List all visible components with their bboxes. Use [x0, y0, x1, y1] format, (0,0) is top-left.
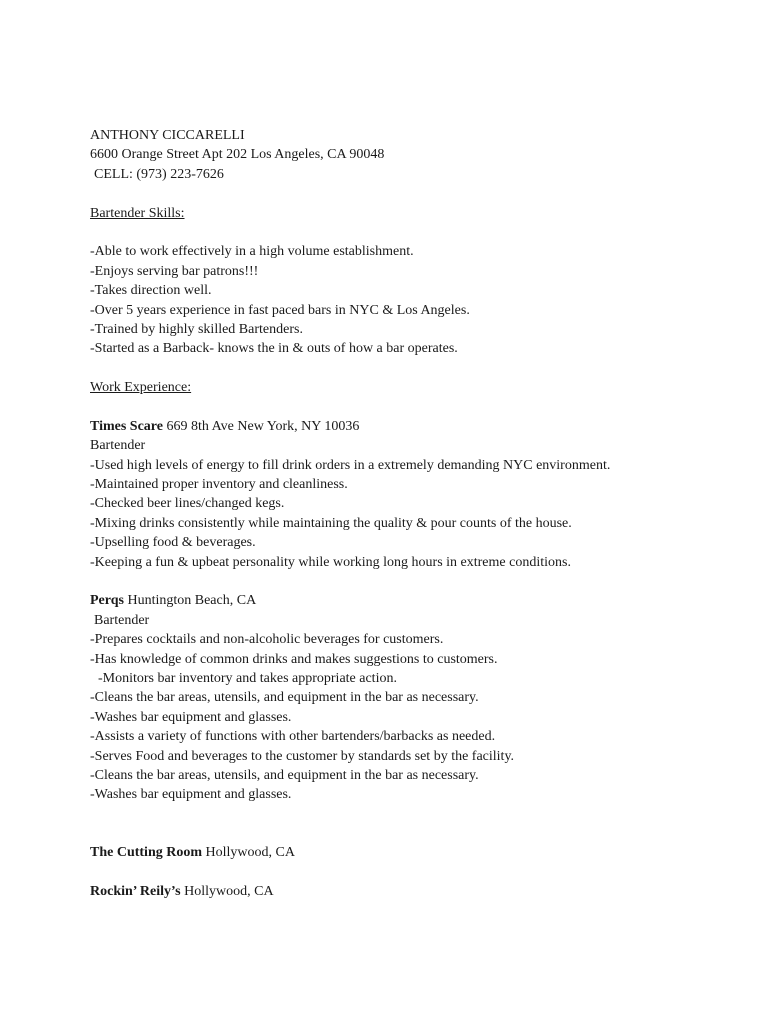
job-role: Bartender [94, 612, 150, 628]
job-employer: Times Scare [90, 418, 163, 434]
job-duty: -Cleans the bar areas, utensils, and equipment in the bar as necessary. [90, 767, 479, 783]
job-entry-rockin-reilys [90, 882, 730, 901]
job-header [90, 417, 730, 436]
job-duty: -Used high levels of energy to fill drink orders in a extremely demanding NYC environment. [90, 457, 611, 473]
job-header [90, 591, 730, 610]
skill-item: -Started as a Barback- knows the in & outs of how a bar operates. [90, 341, 458, 357]
job-duty: -Washes bar equipment and glasses. [90, 709, 292, 725]
applicant-address: 6600 Orange Street Apt 202 Los Angeles, CA 90048 [90, 147, 385, 163]
job-entry-cutting-room [90, 843, 730, 862]
skill-item: -Takes direction well. [90, 283, 212, 299]
job-entry-times-scare [90, 417, 730, 572]
skill-item: -Enjoys serving bar patrons!!! [90, 263, 259, 279]
job-employer: Perqs [90, 593, 124, 609]
job-duty: -Maintained proper inventory and cleanliness. [90, 477, 348, 493]
skills-list [90, 242, 730, 358]
job-duty: -Monitors bar inventory and takes appropriate action. [98, 670, 397, 686]
job-location: Hollywood, CA [202, 845, 295, 861]
skill-item: -Over 5 years experience in fast paced bars in NYC & Los Angeles. [90, 302, 470, 318]
job-employer: Rockin’ Reily’s [90, 884, 181, 900]
job-location: 669 8th Ave New York, NY 10036 [162, 418, 360, 434]
skills-heading: Bartender Skills: [90, 205, 185, 221]
skill-item: -Able to work effectively in a high volume establishment. [90, 244, 414, 260]
job-location: Hollywood, CA [180, 884, 274, 900]
resume-page [90, 126, 730, 902]
job-duty: -Keeping a fun & upbeat personality while working long hours in extreme conditions. [90, 554, 571, 570]
experience-heading: Work Experience: [90, 380, 192, 396]
job-duty: -Mixing drinks consistently while maintaining the quality & pour counts of the house. [90, 515, 572, 531]
skill-item: -Trained by highly skilled Bartenders. [90, 321, 303, 337]
job-duty: -Checked beer lines/changed kegs. [90, 496, 285, 512]
job-employer: The Cutting Room [90, 845, 203, 861]
job-location: Huntington Beach, CA [123, 593, 257, 609]
job-duty: -Cleans the bar areas, utensils, and equipment in the bar as necessary. [90, 690, 479, 706]
job-duty: -Assists a variety of functions with other bartenders/barbacks as needed. [90, 729, 496, 745]
job-duty: -Serves Food and beverages to the customer by standards set by the facility. [90, 748, 515, 764]
job-role: Bartender [90, 438, 146, 454]
job-duty: -Has knowledge of common drinks and makes suggestions to customers. [90, 651, 498, 667]
job-duty: -Washes bar equipment and glasses. [90, 787, 292, 803]
job-duty: -Upselling food & beverages. [90, 535, 256, 551]
job-entry-perqs [90, 591, 730, 804]
job-duty: -Prepares cocktails and non-alcoholic beverages for customers. [90, 632, 444, 648]
applicant-cell: CELL: (973) 223-7626 [94, 166, 224, 182]
applicant-name: ANTHONY CICCARELLI [90, 128, 245, 143]
